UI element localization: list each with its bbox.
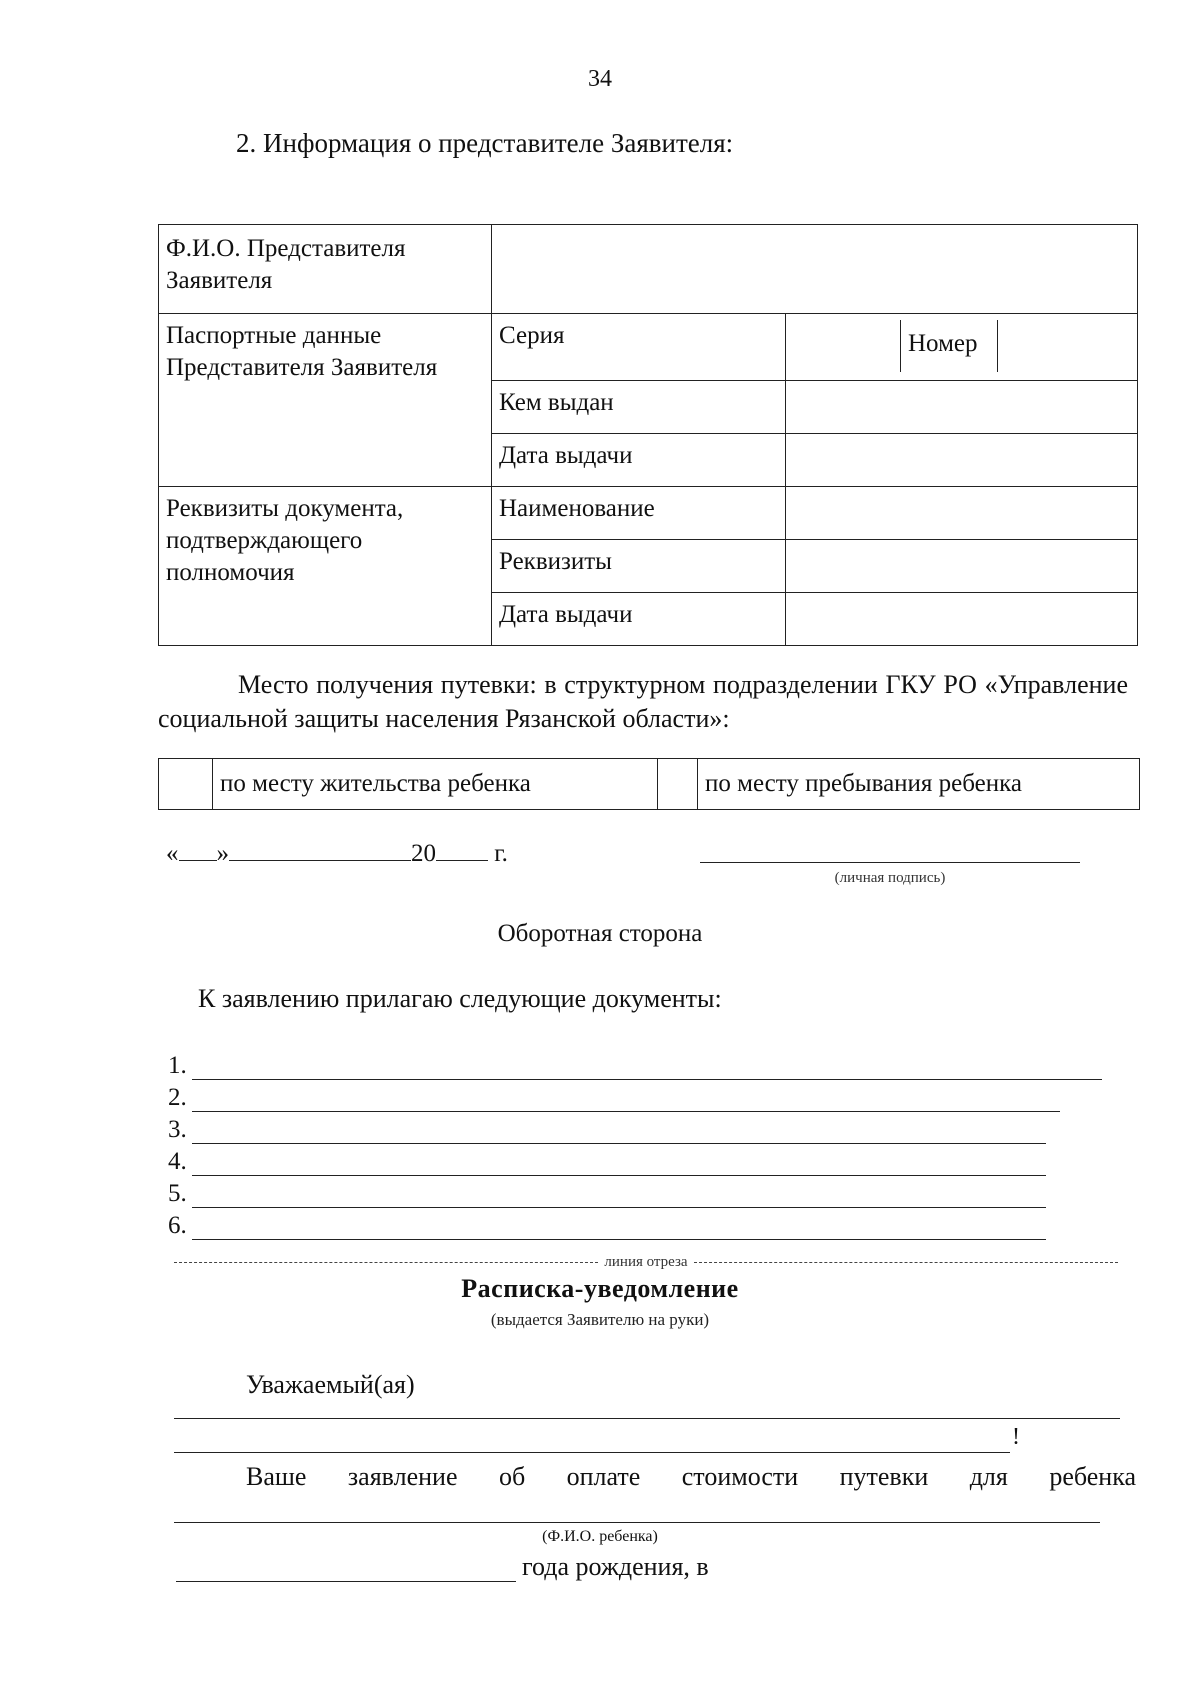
birth-line bbox=[176, 1552, 709, 1582]
attachment-line[interactable] bbox=[192, 1121, 1046, 1144]
place-options-table bbox=[158, 758, 1140, 810]
statement-word: об bbox=[498, 1462, 526, 1491]
doc-name-value-cell[interactable] bbox=[786, 487, 1138, 540]
addressee-line-2[interactable] bbox=[174, 1452, 1010, 1453]
child-name-line[interactable] bbox=[174, 1522, 1100, 1523]
attachment-line[interactable] bbox=[192, 1217, 1046, 1240]
attachment-line[interactable] bbox=[192, 1185, 1046, 1208]
reverse-side-title: Оборотная сторона bbox=[497, 920, 703, 947]
birth-text: года рождения, в bbox=[522, 1552, 709, 1581]
issued-by-label: Кем выдан bbox=[492, 381, 786, 434]
statement-word: Ваше bbox=[246, 1462, 307, 1491]
statement-line bbox=[246, 1462, 1136, 1492]
statement-word: путевки bbox=[839, 1462, 929, 1491]
residence-option-label: по месту жительства ребенка bbox=[213, 759, 658, 810]
doc-label: Реквизиты документа, подтверждающего полномочия bbox=[159, 487, 492, 646]
number-value-cell[interactable] bbox=[998, 320, 1137, 372]
fio-label: Ф.И.О. Представителя Заявителя bbox=[159, 225, 492, 314]
attachment-line[interactable] bbox=[192, 1057, 1102, 1080]
attachment-item bbox=[168, 1148, 1046, 1176]
issued-by-value-cell[interactable] bbox=[786, 381, 1138, 434]
statement-word: оплате bbox=[566, 1462, 641, 1491]
representative-table bbox=[158, 224, 1138, 646]
addressee-line-1[interactable] bbox=[174, 1418, 1120, 1419]
attachments-intro: К заявлению прилагаю следующие документы: bbox=[198, 984, 722, 1013]
doc-date-label: Дата выдачи bbox=[492, 593, 786, 646]
series-number-cell bbox=[786, 314, 1138, 381]
signature-line[interactable] bbox=[700, 862, 1080, 863]
item-number: 1. bbox=[168, 1052, 187, 1079]
doc-name-label: Наименование bbox=[492, 487, 786, 540]
receipt-title: Расписка-уведомление bbox=[461, 1274, 739, 1303]
statement-word: заявление bbox=[347, 1462, 458, 1491]
receipt-subtitle: (выдается Заявителю на руки) bbox=[490, 1310, 710, 1329]
attachment-line[interactable] bbox=[192, 1153, 1046, 1176]
page-number: 34 bbox=[588, 66, 612, 92]
day-blank[interactable] bbox=[179, 838, 217, 861]
month-blank[interactable] bbox=[229, 838, 411, 861]
attachment-line[interactable] bbox=[192, 1089, 1060, 1112]
residence-checkbox[interactable] bbox=[159, 759, 213, 810]
doc-date-value-cell[interactable] bbox=[786, 593, 1138, 646]
item-number: 4. bbox=[168, 1148, 187, 1175]
cut-dash-left bbox=[174, 1262, 598, 1263]
passport-label: Паспортные данные Представителя Заявителя bbox=[159, 314, 492, 487]
place-paragraph: Место получения путевки: в структурном подразделении ГКУ РО «Управление социальной защиты населения Рязанской области»: bbox=[158, 670, 1128, 733]
child-name-caption: (Ф.И.О. ребенка) bbox=[542, 1528, 658, 1545]
item-number: 3. bbox=[168, 1116, 187, 1143]
item-number: 6. bbox=[168, 1212, 187, 1239]
greeting: Уважаемый(ая) bbox=[246, 1370, 415, 1399]
attachment-item bbox=[168, 1180, 1046, 1208]
statement-word: ребенка bbox=[1049, 1462, 1136, 1491]
issue-date-label: Дата выдачи bbox=[492, 434, 786, 487]
statement-word: стоимости bbox=[681, 1462, 799, 1491]
issue-date-value-cell[interactable] bbox=[786, 434, 1138, 487]
close-quote: » bbox=[216, 840, 229, 867]
date-line bbox=[166, 838, 508, 868]
attachment-item bbox=[168, 1212, 1046, 1240]
fio-value-cell[interactable] bbox=[492, 225, 1138, 314]
attachment-item bbox=[168, 1116, 1046, 1144]
series-label: Серия bbox=[492, 314, 786, 381]
attachment-item bbox=[168, 1052, 1102, 1080]
year-suffix: г. bbox=[494, 840, 508, 867]
stay-checkbox[interactable] bbox=[658, 759, 698, 810]
cut-line-label: линия отреза bbox=[604, 1254, 688, 1270]
item-number: 2. bbox=[168, 1084, 187, 1111]
exclamation-mark: ! bbox=[1012, 1424, 1020, 1450]
number-label: Номер bbox=[901, 320, 998, 372]
open-quote: « bbox=[166, 840, 179, 867]
attachment-item bbox=[168, 1084, 1060, 1112]
doc-details-label: Реквизиты bbox=[492, 540, 786, 593]
statement-word: для bbox=[969, 1462, 1008, 1491]
birth-year-blank[interactable] bbox=[176, 1555, 516, 1582]
year-prefix: 20 bbox=[411, 840, 436, 867]
section-title: 2. Информация о представителе Заявителя: bbox=[236, 128, 734, 158]
cut-line bbox=[174, 1254, 1118, 1271]
stay-option-label: по месту пребывания ребенка bbox=[698, 759, 1140, 810]
series-value-cell[interactable] bbox=[786, 320, 901, 372]
doc-details-value-cell[interactable] bbox=[786, 540, 1138, 593]
year-blank[interactable] bbox=[436, 838, 488, 861]
item-number: 5. bbox=[168, 1180, 187, 1207]
signature-caption: (личная подпись) bbox=[834, 870, 946, 886]
cut-dash-right bbox=[694, 1262, 1118, 1263]
